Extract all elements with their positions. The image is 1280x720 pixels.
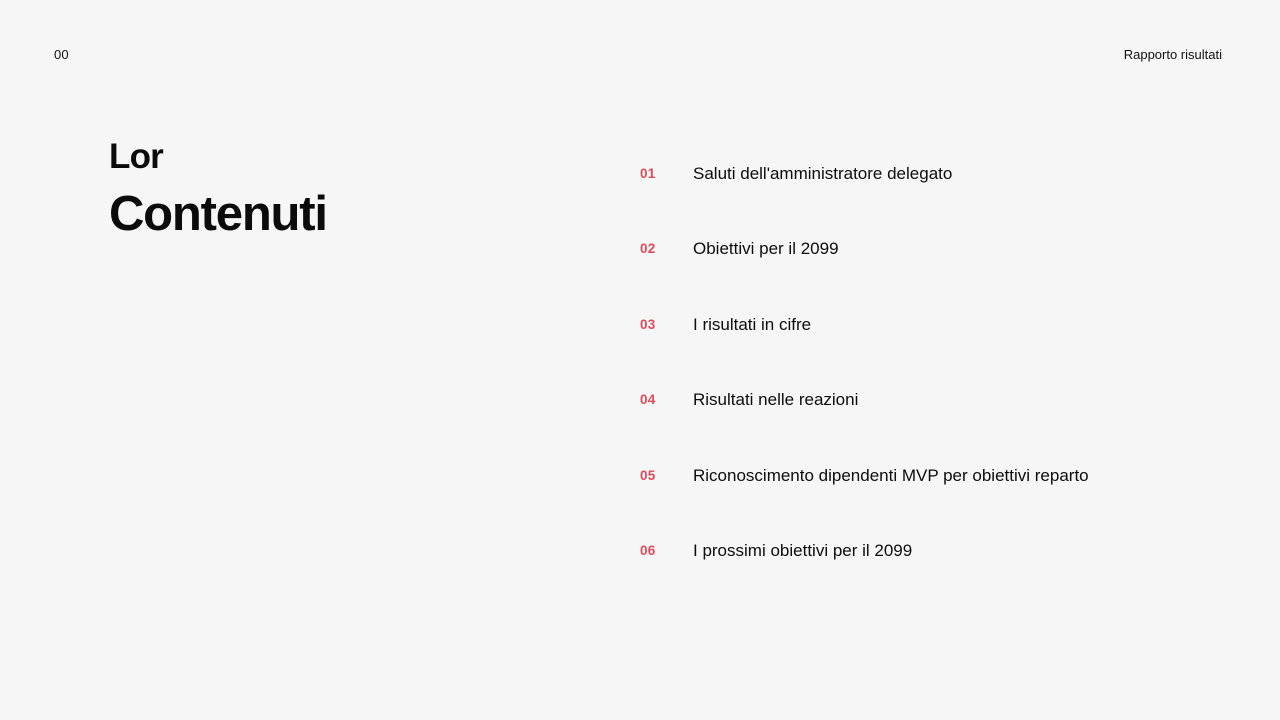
- toc-label: Risultati nelle reazioni: [693, 390, 859, 410]
- page-number: 00: [54, 47, 69, 62]
- title-kicker: Lor: [109, 137, 163, 176]
- toc-item-5[interactable]: [640, 462, 1200, 537]
- table-of-contents: [640, 160, 1200, 612]
- toc-number: 01: [640, 166, 656, 181]
- title-block: [109, 136, 327, 244]
- toc-label: Saluti dell'amministratore delegato: [693, 164, 953, 183]
- toc-label: I prossimi obiettivi per il 2099: [693, 540, 913, 560]
- toc-item-1[interactable]: [640, 160, 1200, 235]
- toc-number: 02: [640, 241, 656, 257]
- toc-number: 05: [640, 467, 656, 483]
- toc-number: 04: [640, 392, 656, 408]
- toc-item-3[interactable]: [640, 311, 1200, 386]
- toc-label: Riconoscimento dipendenti MVP per obiettivi reparto: [693, 465, 1089, 485]
- toc-item-2[interactable]: [640, 235, 1200, 310]
- toc-number: 03: [640, 316, 656, 332]
- toc-item-4[interactable]: [640, 386, 1200, 461]
- toc-item-6[interactable]: [640, 537, 1200, 612]
- toc-number: 06: [640, 542, 656, 558]
- report-label: Rapporto risultati: [1123, 47, 1222, 62]
- toc-label: I risultati in cifre: [693, 314, 812, 334]
- page-title: Contenuti: [109, 187, 327, 241]
- toc-label: Obiettivi per il 2099: [693, 239, 839, 259]
